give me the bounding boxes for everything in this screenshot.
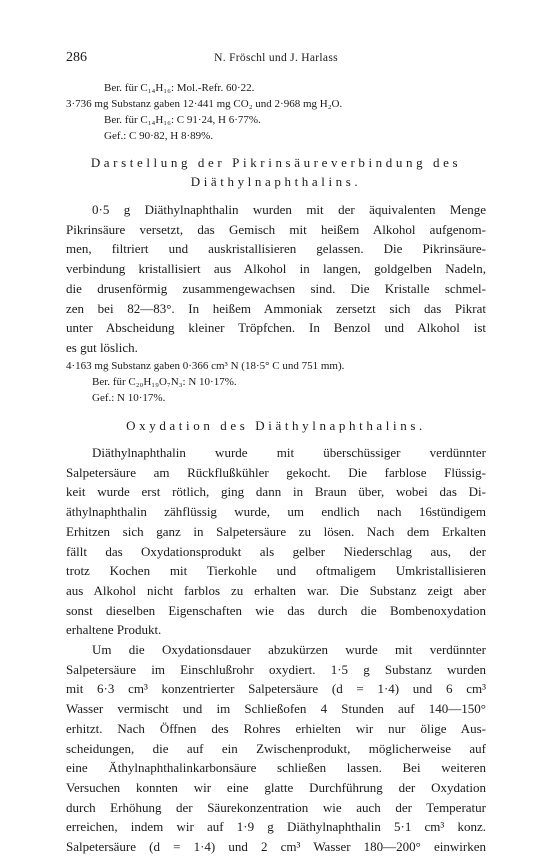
text-line: verbindung kristallisiert aus Alkohol in langen, goldgelben Nadeln, (66, 261, 486, 277)
text-line: die drusenförmig zusammengewachsen sind. Die Kristalle schmel- (66, 280, 486, 296)
section-heading-picrate: Darstellung der Pikrinsäureverbindung des (90, 155, 462, 170)
picrate-analysis-block (66, 358, 486, 406)
text-line: 0·5 g Diäthylnaphthalin wurden mit der äquivalenten Menge (92, 202, 486, 217)
page-header (66, 50, 486, 70)
calc-line: Ber. für C₂₀H₁₉O₇N₃: N 10·17%. (92, 376, 237, 388)
text-line: fällt das Oxydationsprodukt als gelber Niederschlag aus, der (66, 543, 486, 559)
running-head-authors: N. Fröschl und J. Harlass (214, 52, 338, 64)
text-line: eine Äthylnaphthalinkarbonsäure schließen lassen. Bei weiteren (66, 760, 486, 776)
text-line: zen bei 82—83°. In heißem Ammoniak zersetzt sich das Pikrat (66, 300, 486, 316)
text-line: men, filtriert und auskristallisieren gelassen. Die Pikrinsäure- (66, 241, 486, 257)
text-line: aus Alkohol nicht farblos zu erhalten war. Die Substanz zeigt aber (66, 582, 486, 598)
text-line: scheidungen, die auf ein Zwischenprodukt, möglicherweise auf (66, 740, 486, 756)
found-line: Gef.: N 10·17%. (92, 392, 166, 404)
text-line: erreichen, indem wir auf 1·9 g Diäthylnaphthalin 5·1 cm³ konz. (66, 819, 486, 835)
section-heading-oxidation: Oxydation des Diäthylnaphthalins. (126, 418, 426, 433)
text-line: Salpetersäure (d = 1·4) und 2 cm³ Wasser 180—200° einwirken (66, 839, 486, 855)
paragraph-oxidation-2 (66, 640, 486, 857)
text-line: durch Erhöhung der Säurekonzentration wie auch der Temperatur (66, 799, 486, 815)
text-line: erhaltene Produkt. (66, 622, 162, 638)
page-number: 286 (66, 50, 87, 65)
text-line: Diäthylnaphthalin wurde mit überschüssiger verdünnter (92, 445, 486, 460)
text-line: unter Abscheidung kleiner Tröpfchen. In Benzol und Alkohol ist (66, 320, 486, 336)
paragraph-picrate (66, 200, 486, 358)
text-line: mit 6·3 cm³ konzentrierter Salpetersäure (d = 1·4) und 6 cm³ (66, 681, 486, 697)
top-analysis-block (66, 80, 486, 144)
text-line: äthylnaphthalin zähflüssig wurde, um endlich nach 16stündigem (66, 504, 486, 520)
section-heading-picrate-2: Diäthylnaphthalins. (190, 174, 362, 189)
text-line: Pikrinsäure versetzt, das Gemisch mit heißem Alkohol aufgenom- (66, 221, 486, 237)
text-line: Versuchen konnten wir eine glatte Durchführung der Oxydation (66, 779, 486, 795)
text-line: keit wurde erst rötlich, ging dann in Braun über, wobei das Di- (66, 484, 486, 500)
calc-line: Ber. für C₁₄H₁₆: C 91·24, H 6·77%. (104, 114, 261, 126)
substance-line: 4·163 mg Substanz gaben 0·366 cm³ N (18·5° C und 751 mm). (66, 360, 345, 372)
calc-line: Ber. für C₁₄H₁₆: Mol.-Refr. 60·22. (104, 82, 255, 94)
text-line: Salpetersäure im Einschlußrohr oxydiert. 1·5 g Substanz wurden (66, 661, 486, 677)
text-line: Wasser vermischt und im Schließofen 4 Stunden auf 140—150° (66, 701, 486, 717)
found-line: Gef.: C 90·82, H 8·89%. (104, 130, 214, 142)
text-line: Erhitzen sich ganz in Salpetersäure zu lösen. Nach dem Erkalten (66, 523, 486, 539)
text-line: erhitzt. Nach Öffnen des Rohres erhielten wir nur ölige Aus- (66, 720, 486, 736)
text-line: Salpetersäure am Rückflußkühler gekocht. Die farblose Flüssig- (66, 464, 486, 480)
text-line: trotz Kochen mit Tierkohle und oftmaligem Umkristallisieren (66, 563, 486, 579)
paragraph-oxidation-1 (66, 443, 486, 640)
text-line: Um die Oxydationsdauer abzukürzen wurde mit verdünnter (92, 642, 486, 657)
substance-line: 3·736 mg Substanz gaben 12·441 mg CO₂ und 2·968 mg H₂O. (66, 98, 343, 110)
text-line: es gut löslich. (66, 339, 138, 355)
text-line: sonst dieselben Eigenschaften wie das durch die Bombenoxydation (66, 602, 486, 618)
